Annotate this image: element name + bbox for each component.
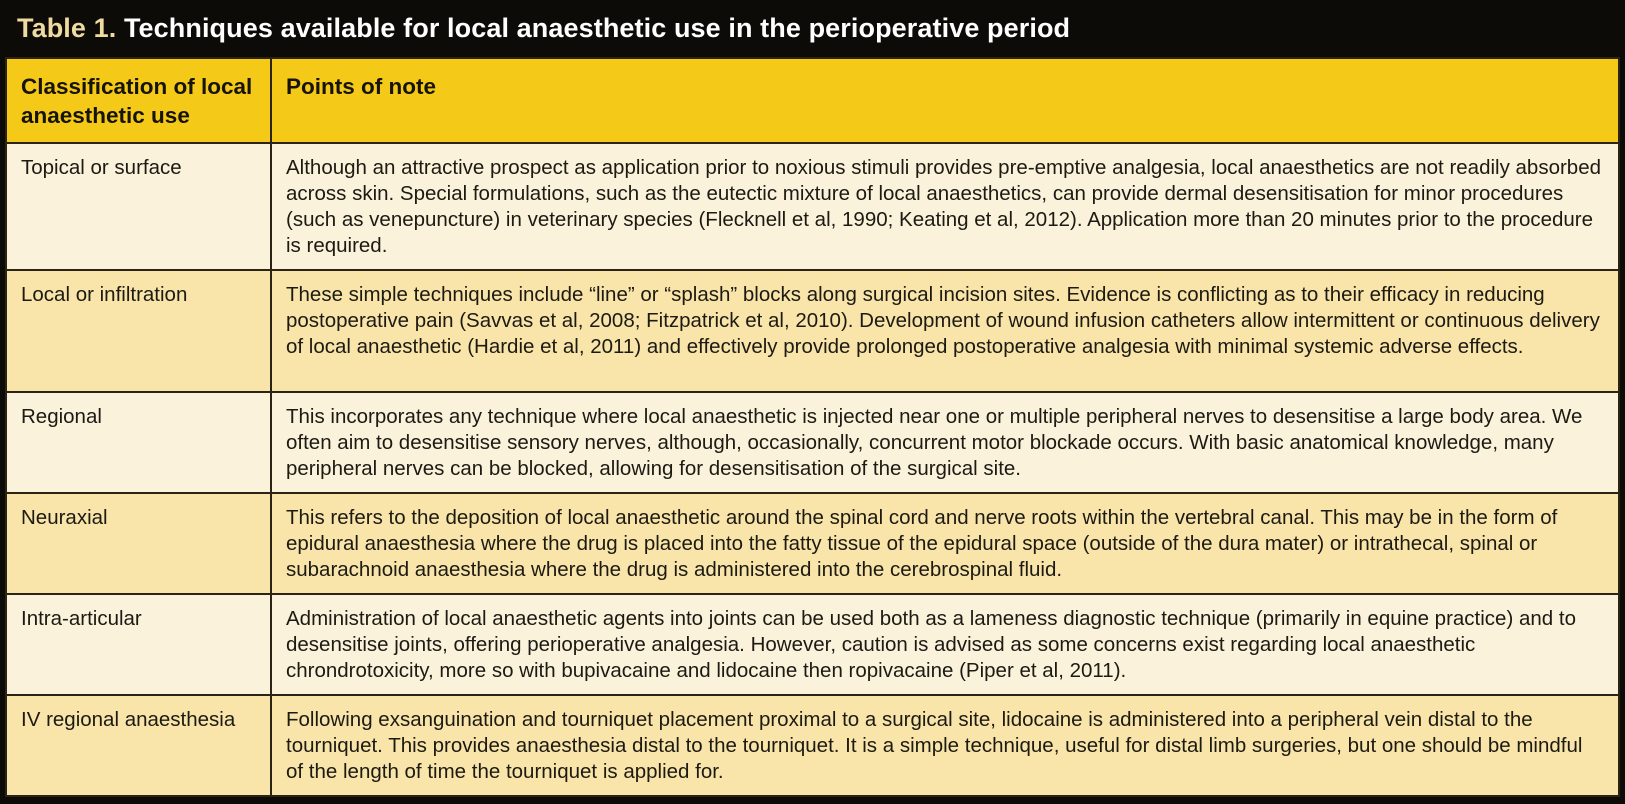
table-number-label: Table 1.: [17, 13, 117, 43]
column-header-classification: Classification of local anaesthetic use: [6, 58, 271, 143]
table-row-regional: [6, 392, 1619, 493]
table-row-neuraxial: [6, 493, 1619, 594]
points-cell: Although an attractive prospect as application prior to noxious stimuli provides pre-emptive analgesia, local anaesthetics are not readily absorbed across skin. Special formulations, such as the eutectic mixture of local anaesthetics, can provide dermal desensitisation for minor procedures (such as venepuncture) in veterinary species (Flecknell et al, 1990; Keating et al, 2012). Application more than 20 minutes prior to the procedure is required.: [271, 143, 1619, 270]
points-cell: This refers to the deposition of local anaesthetic around the spinal cord and nerve roots within the vertebral canal. This may be in the form of epidural anaesthesia where the drug is placed into the fatty tissue of the epidural space (outside of the dura mater) or intrathecal, spinal or subarachnoid anaesthesia where the drug is administered into the cerebrospinal fluid.: [271, 493, 1619, 594]
column-header-points-of-note: Points of note: [271, 58, 1619, 143]
table-title-bar: [5, 0, 1620, 57]
classification-cell: Regional: [6, 392, 271, 493]
classification-cell: Topical or surface: [6, 143, 271, 270]
classification-cell: Intra-articular: [6, 594, 271, 695]
table-row-local-infiltration: [6, 270, 1619, 392]
points-cell: These simple techniques include “line” or “splash” blocks along surgical incision sites. Evidence is conflicting as to their efficacy in reducing postoperative pain (Savvas et al, 2008; Fitzpatrick et al, 2010). Development of wound infusion catheters allow intermittent or continuous delivery of local anaesthetic (Hardie et al, 2011) and effectively provide prolonged postoperative analgesia with minimal systemic adverse effects.: [271, 270, 1619, 392]
anaesthetic-techniques-table: [5, 57, 1620, 797]
header-row: [6, 58, 1619, 143]
points-cell: Following exsanguination and tourniquet placement proximal to a surgical site, lidocaine is administered into a peripheral vein distal to the tourniquet. This provides anaesthesia distal to the tourniquet. It is a simple technique, useful for distal limb surgeries, but one should be mindful of the length of time the tourniquet is applied for.: [271, 695, 1619, 796]
table-title: [17, 13, 1070, 44]
table-row-iv-regional: [6, 695, 1619, 796]
table-title-text: Techniques available for local anaesthetic use in the perioperative period: [116, 13, 1071, 43]
classification-cell: Neuraxial: [6, 493, 271, 594]
classification-cell: Local or infiltration: [6, 270, 271, 392]
classification-cell: IV regional anaesthesia: [6, 695, 271, 796]
points-cell: This incorporates any technique where local anaesthetic is injected near one or multiple peripheral nerves to desensitise a large body area. We often aim to desensitise sensory nerves, although, occasionally, concurrent motor blockade occurs. With basic anatomical knowledge, many peripheral nerves can be blocked, allowing for desensitisation of the surgical site.: [271, 392, 1619, 493]
points-cell: Administration of local anaesthetic agents into joints can be used both as a lameness diagnostic technique (primarily in equine practice) and to desensitise joints, offering perioperative analgesia. However, caution is advised as some concerns exist regarding local anaesthetic chrondrotoxicity, more so with bupivacaine and lidocaine then ropivacaine (Piper et al, 2011).: [271, 594, 1619, 695]
table-row-intra-articular: [6, 594, 1619, 695]
table-row-topical: [6, 143, 1619, 270]
